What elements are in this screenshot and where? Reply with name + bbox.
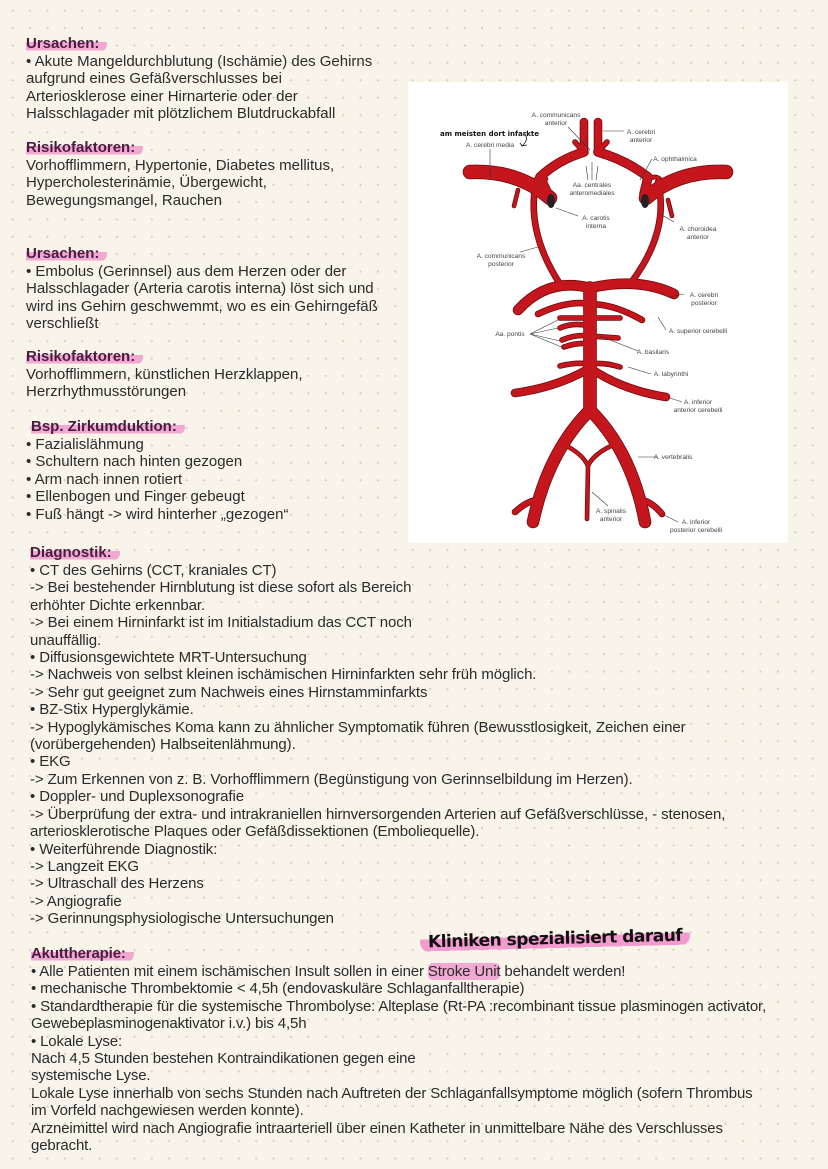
label-vertebralis: A. vertebralis <box>653 454 693 461</box>
text-line: wird ins Gehirn geschwemmt, wo es ein Gehirngefäß <box>26 297 378 315</box>
text-line: erhöhter Dichte erkennbar. <box>30 596 206 614</box>
text-line: Lokale Lyse innerhalb von sechs Stunden nach Auftreten der Schlaganfallsymptome möglich (sofern Thrombus <box>31 1084 753 1102</box>
text-line: • Weiterführende Diagnostik: <box>30 840 218 858</box>
text-line: im Vorfeld nachgewiesen werden konnte). <box>31 1102 304 1120</box>
text-line: -> Nachweis von selbst kleinen ischämischen Hirninfarkten sehr früh möglich. <box>30 666 537 684</box>
section-heading: Ursachen: <box>26 35 107 52</box>
label-cerebri-anterior: A. cerebri <box>626 129 656 136</box>
text-line: -> Gerinnungsphysiologische Untersuchungen <box>30 910 334 928</box>
artery-spinal <box>587 466 588 519</box>
text-line: Gewebeplasminogenaktivator i.v.) bis 4,5h <box>31 1015 307 1033</box>
circle-of-willis-diagram <box>408 82 788 543</box>
section-akuttherapie <box>31 945 766 1154</box>
text-line: -> Zum Erkennen von z. B. Vorhofflimmern (Begünstigung von Gerinnselbildung im Herzen). <box>30 770 633 788</box>
text-line: -> Ultraschall des Herzens <box>30 875 204 893</box>
label-carotis-interna: A. carotis <box>582 215 610 222</box>
text-line: Arteriosklerose einer Hirnarterie oder der <box>26 87 298 105</box>
handwritten-note: Kliniken spezialisiert darauf <box>420 925 691 952</box>
label-superior-cerebelli: A. superior cerebelli <box>668 328 728 335</box>
label-centrales: Aa. centrales <box>572 182 612 189</box>
text-line: • EKG <box>30 753 71 771</box>
label-choroidea: A. choroidea <box>679 226 717 233</box>
section-heading: Akuttherapie: <box>31 945 134 962</box>
text-line: -> Angiografie <box>30 892 122 910</box>
label-communicans-anterior: A. communicans <box>531 112 581 119</box>
text-line: systemische Lyse. <box>31 1067 151 1085</box>
artery-chor-r <box>668 200 672 216</box>
label-labyrinthi: A. labyrinthi <box>653 371 689 378</box>
label-ophthalmica: A. ophthalmica <box>653 156 697 163</box>
text-line <box>31 963 766 980</box>
label-spinalis-anterior: A. spinalis <box>595 508 627 515</box>
text-line: • Embolus (Gerinnsel) aus dem Herzen oder der <box>26 263 347 280</box>
label-inferior-posterior-cerebelli-2: posterior cerebelli <box>669 527 723 534</box>
text-line: Vorhofflimmern, künstlichen Herzklappen, <box>26 366 303 383</box>
text-line: Halsschlagader (Arteria carotis interna) löst sich und <box>26 280 374 298</box>
text-line: Arzneimittel wird nach Angiografie intraarteriell über einen Katheter in unmittelbare Nähe des Verschlusses <box>31 1119 723 1137</box>
text-line: -> Hypoglykämisches Koma kann zu ähnlicher Symptomatik führen (Bewusstlosigkeit, Zeichen einer <box>30 718 686 736</box>
text-line: Halsschlagader mit plötzlichem Blutdruckabfall <box>26 105 336 123</box>
label-communicans-posterior: A. communicans <box>476 253 526 260</box>
section-risikofaktoren <box>26 348 303 401</box>
text-line: • Ellenbogen und Finger gebeugt <box>26 488 245 506</box>
section-bspzirkumduktion <box>26 418 288 523</box>
diagram-annotation: am meisten dort infarkte <box>440 130 539 138</box>
text-line: • Fazialislähmung <box>26 436 144 453</box>
label-inferior-anterior-cerebelli: A. inferior <box>683 399 713 406</box>
text-line: • Doppler- und Duplexsonografie <box>30 788 244 806</box>
text-line: Herzrhythmusstörungen <box>26 383 187 401</box>
text-line: Nach 4,5 Stunden bestehen Kontraindikationen gegen eine <box>31 1050 416 1068</box>
text-line: unauffällig. <box>30 631 102 649</box>
label-communicans-anterior-2: anterior <box>544 120 568 127</box>
text-segment: • Alle Patienten mit einem ischämischen Insult sollen in einer <box>31 963 428 980</box>
section-risikofaktoren <box>26 139 334 209</box>
text-line: Bewegungsmangel, Rauchen <box>26 191 222 209</box>
artery-chor-l <box>514 190 518 206</box>
text-line: -> Bei bestehender Hirnblutung ist diese sofort als Bereich <box>30 579 412 597</box>
label-basilaris: A. basilaris <box>636 349 670 356</box>
text-line: • Arm nach innen rotiert <box>26 470 183 488</box>
text-line: • CT des Gehirns (CCT, kraniales CT) <box>30 562 277 579</box>
artery-sca-l <box>538 303 590 314</box>
label-cerebri-posterior-2: posterior <box>691 300 717 307</box>
text-line: Vorhofflimmern, Hypertonie, Diabetes mellitus, <box>26 157 335 174</box>
label-cerebri-media: A. cerebri media <box>465 142 515 149</box>
section-heading: Risikofaktoren: <box>26 348 143 365</box>
text-line: • BZ-Stix Hyperglykämie. <box>30 701 194 719</box>
label-spinalis-anterior-2: anterior <box>599 516 623 523</box>
text-line: • Schultern nach hinten gezogen <box>26 453 243 471</box>
text-line: arteriosklerotische Plaques oder Gefäßdissektionen (Emboliequelle). <box>30 823 480 841</box>
label-inferior-anterior-cerebelli-2: anterior cerebelli <box>673 407 723 414</box>
text-line: • Akute Mangeldurchblutung (Ischämie) des Gehirns <box>26 53 373 70</box>
label-cerebri-posterior: A. cerebri <box>689 292 719 299</box>
section-heading: Ursachen: <box>26 245 107 262</box>
arteries-illustration <box>408 82 788 543</box>
text-line: (vorübergehenden) Halbseitenlähmung). <box>30 736 296 754</box>
text-line: Hypercholesterinämie, Übergewicht, <box>26 174 267 192</box>
text-line: • Diffusionsgewichtete MRT-Untersuchung <box>30 649 307 667</box>
text-segment: behandelt werden! <box>500 963 626 980</box>
label-pontis: Aa. pontis <box>495 331 525 338</box>
section-diagnostik <box>30 544 725 928</box>
artery-spinal-y <box>563 444 615 466</box>
text-line: aufgrund eines Gefäßverschlusses bei <box>26 70 282 88</box>
text-line: -> Bei einem Hirninfarkt ist im Initialstadium das CCT noch <box>30 614 412 632</box>
label-carotis-interna-2: interna <box>585 223 607 230</box>
section-heading: Risikofaktoren: <box>26 139 143 156</box>
text-line: -> Sehr gut geeignet zum Nachweis eines Hirnstamminfarkts <box>30 683 428 701</box>
text-line: • mechanische Thrombektomie < 4,5h (endovaskuläre Schlaganfalltherapie) <box>31 980 525 998</box>
label-inferior-posterior-cerebelli: A. inferior <box>681 519 711 526</box>
text-line: • Lokale Lyse: <box>31 1032 122 1050</box>
label-centrales-2: anteromediales <box>569 190 615 197</box>
text-line: -> Langzeit EKG <box>30 857 139 875</box>
highlighted-text: Stroke Unit <box>427 963 501 980</box>
artery-vert-l <box>533 410 590 522</box>
text-line: -> Überprüfung der extra- und intrakraniellen hirnversorgenden Arterien auf Gefäßverschlüsse, - stenosen, <box>30 805 726 823</box>
artery-vert-r <box>590 410 645 522</box>
text-line: gebracht. <box>31 1137 93 1155</box>
text-line: verschließt <box>26 315 99 333</box>
section-heading: Diagnostik: <box>30 544 120 561</box>
section-ursachen <box>26 35 372 123</box>
label-cerebri-anterior-2: anterior <box>629 137 653 144</box>
section-ursachen <box>26 245 378 333</box>
label-communicans-posterior-2: posterior <box>488 261 514 268</box>
section-heading: Bsp. Zirkumduktion: <box>31 418 185 435</box>
text-line: • Fuß hängt -> wird hinterher „gezogen“ <box>26 505 289 523</box>
label-choroidea-2: anterior <box>686 234 710 241</box>
text-line: • Standardtherapie für die systemische Thrombolyse: Alteplase (Rt-PA :recombinant tissue plasminogen activator, <box>31 997 767 1015</box>
